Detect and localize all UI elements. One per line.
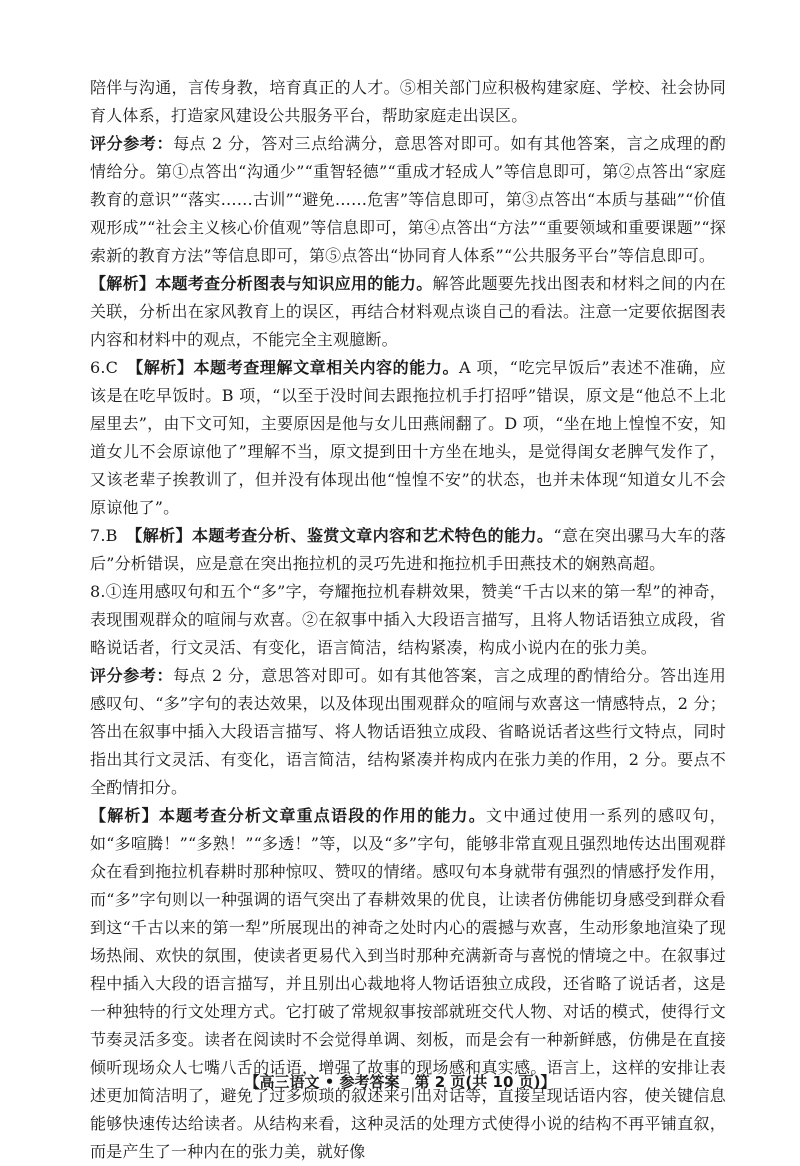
q8-scoring-guide — [90, 662, 726, 802]
q7-answer — [90, 522, 726, 578]
page-content — [90, 74, 726, 1166]
analysis-label: 【解析】本题考查分析图表与知识应用的能力。 — [90, 274, 433, 293]
q6-answer — [90, 354, 726, 522]
analysis-text: “意在突出骡马大车的落后”分析错误，应是意在突出拖拉机的灵巧先进和拖拉机手田燕技术的娴熟高超。 — [90, 526, 726, 573]
analysis-label: 【解析】本题考查理解文章相关内容的能力。 — [135, 358, 460, 377]
scoring-label: 评分参考： — [90, 134, 174, 153]
q5-answer-tail: 陪伴与沟通，言传身教，培育真正的人才。⑤相关部门应积极构建家庭、学校、社会协同育人体系，打造家风建设公共服务平台，帮助家庭走出误区。 — [90, 78, 726, 125]
question-number: 6.C — [90, 358, 119, 377]
scoring-text: 每点 2 分，答对三点给满分，意思答对即可。如有其他答案，言之成理的酌情给分。第①点答出“沟通少”“重智轻德”“重成才轻成人”等信息即可，第②点答出“家庭教育的意识”“落实……古训”“避免……危害”等信息即可，第③点答出“本质与基础”“价值观形成”“社会主义核心价值观”等信息即可，第④点答出“方法”“重要领域和重要课题”“探索新的教育方法”等信息即可，第⑤点答出“协同育人体系”“公共服务平台”等信息即可。 — [90, 134, 726, 265]
page-footer: 【高三语文 • 参考答案 第 2 页(共 10 页)】 — [244, 1073, 556, 1091]
q5-scoring-guide — [90, 130, 726, 270]
analysis-label: 【解析】本题考查分析文章重点语段的作用的能力。 — [90, 806, 486, 825]
analysis-text: 解答此题要先找出图表和材料之间的内在关联，分析出在家风教育上的误区，再结合材料观点谈自己的看法。注意一定要依据图表内容和材料中的观点，不能完全主观臆断。 — [90, 274, 726, 349]
question-number: 7.B — [90, 526, 118, 545]
analysis-text: A 项，“吃完早饭后”表述不准确，应该是在吃早饭时。B 项，“以至于没时间去跟拖拉机手打招呼”错误，原文是“他总不上北屋里去”，由下文可知，主要原因是他与女儿田燕闹翻了。D 项，“坐在地上惶惶不安，知道女儿不会原谅他了”理解不当，原文提到田十方坐在地头，是觉得闺女老脾气发作了，又该老辈子挨教训了，但并没有体现出他“惶惶不安”的状态，也并未体现“知道女儿不会原谅他了”。 — [90, 358, 726, 517]
answer-text: ①连用感叹句和五个“多”字，夸耀拖拉机春耕效果，赞美“千古以来的第一犁”的神奇，表现围观群众的喧闹与欢喜。②在叙事中插入大段语言描写，且将人物话语独立成段，省略说话者，行文灵活、有变化，语言简洁，结构紧凑，构成小说内在的张力美。 — [90, 582, 726, 657]
scoring-label: 评分参考： — [90, 666, 174, 685]
analysis-text: 文中通过使用一系列的感叹句，如“多喧腾！”“多熟！”“多透！”等，以及“多”字句，能够非常直观且强烈地传达出围观群众在看到拖拉机春耕时那种惊叹、赞叹的情绪。感叹句本身就带有强烈的情感抒发作用，而“多”字句则以一种强调的语气突出了春耕效果的优良，让读者仿佛能切身感受到群众看到这“千古以来的第一犁”所展现出的神奇之处时内心的震撼与欢喜，生动形象地渲染了现场热闹、欢快的氛围，使读者更易代入到当时那种充满新奇与喜悦的情境之中。在叙事过程中插入大段的语言描写，并且别出心裁地将人物话语独立成段，还省略了说话者，这是一种独特的行文处理方式。它打破了常规叙事按部就班交代人物、对话的模式，使得行文节奏灵活多变。读者在阅读时不会觉得单调、刻板，而是会有一种新鲜感，仿佛是在直接倾听现场众人七嘴八舌的话语，增强了故事的现场感和真实感。语言上，这样的安排让表述更加简洁明了，避免了过多烦琐的叙述来引出对话等，直接呈现话语内容，使关键信息能够快速传达给读者。从结构来看，这种灵活的处理方式使得小说的结构不再平铺直叙，而是产生了一种内在的张力美，就好像 — [90, 806, 726, 1161]
q5-analysis — [90, 270, 726, 354]
scoring-text: 每点 2 分，意思答对即可。如有其他答案，言之成理的酌情给分。答出连用感叹句、“多”字句的表达效果，以及体现出围观群众的喧闹与欢喜这一情感特点，2 分；答出在叙事中插入大段语言描写、将人物话语独立成段、省略说话者这些行文特点，同时指出其行文灵活、有变化，语言简洁，结构紧凑并构成内在张力美的作用，2 分。要点不全酌情扣分。 — [90, 666, 726, 797]
q8-answer — [90, 578, 726, 662]
q8-analysis — [90, 802, 726, 1166]
analysis-label: 【解析】本题考查分析、鉴赏文章内容和艺术特色的能力。 — [134, 526, 554, 545]
question-number: 8. — [90, 582, 106, 601]
